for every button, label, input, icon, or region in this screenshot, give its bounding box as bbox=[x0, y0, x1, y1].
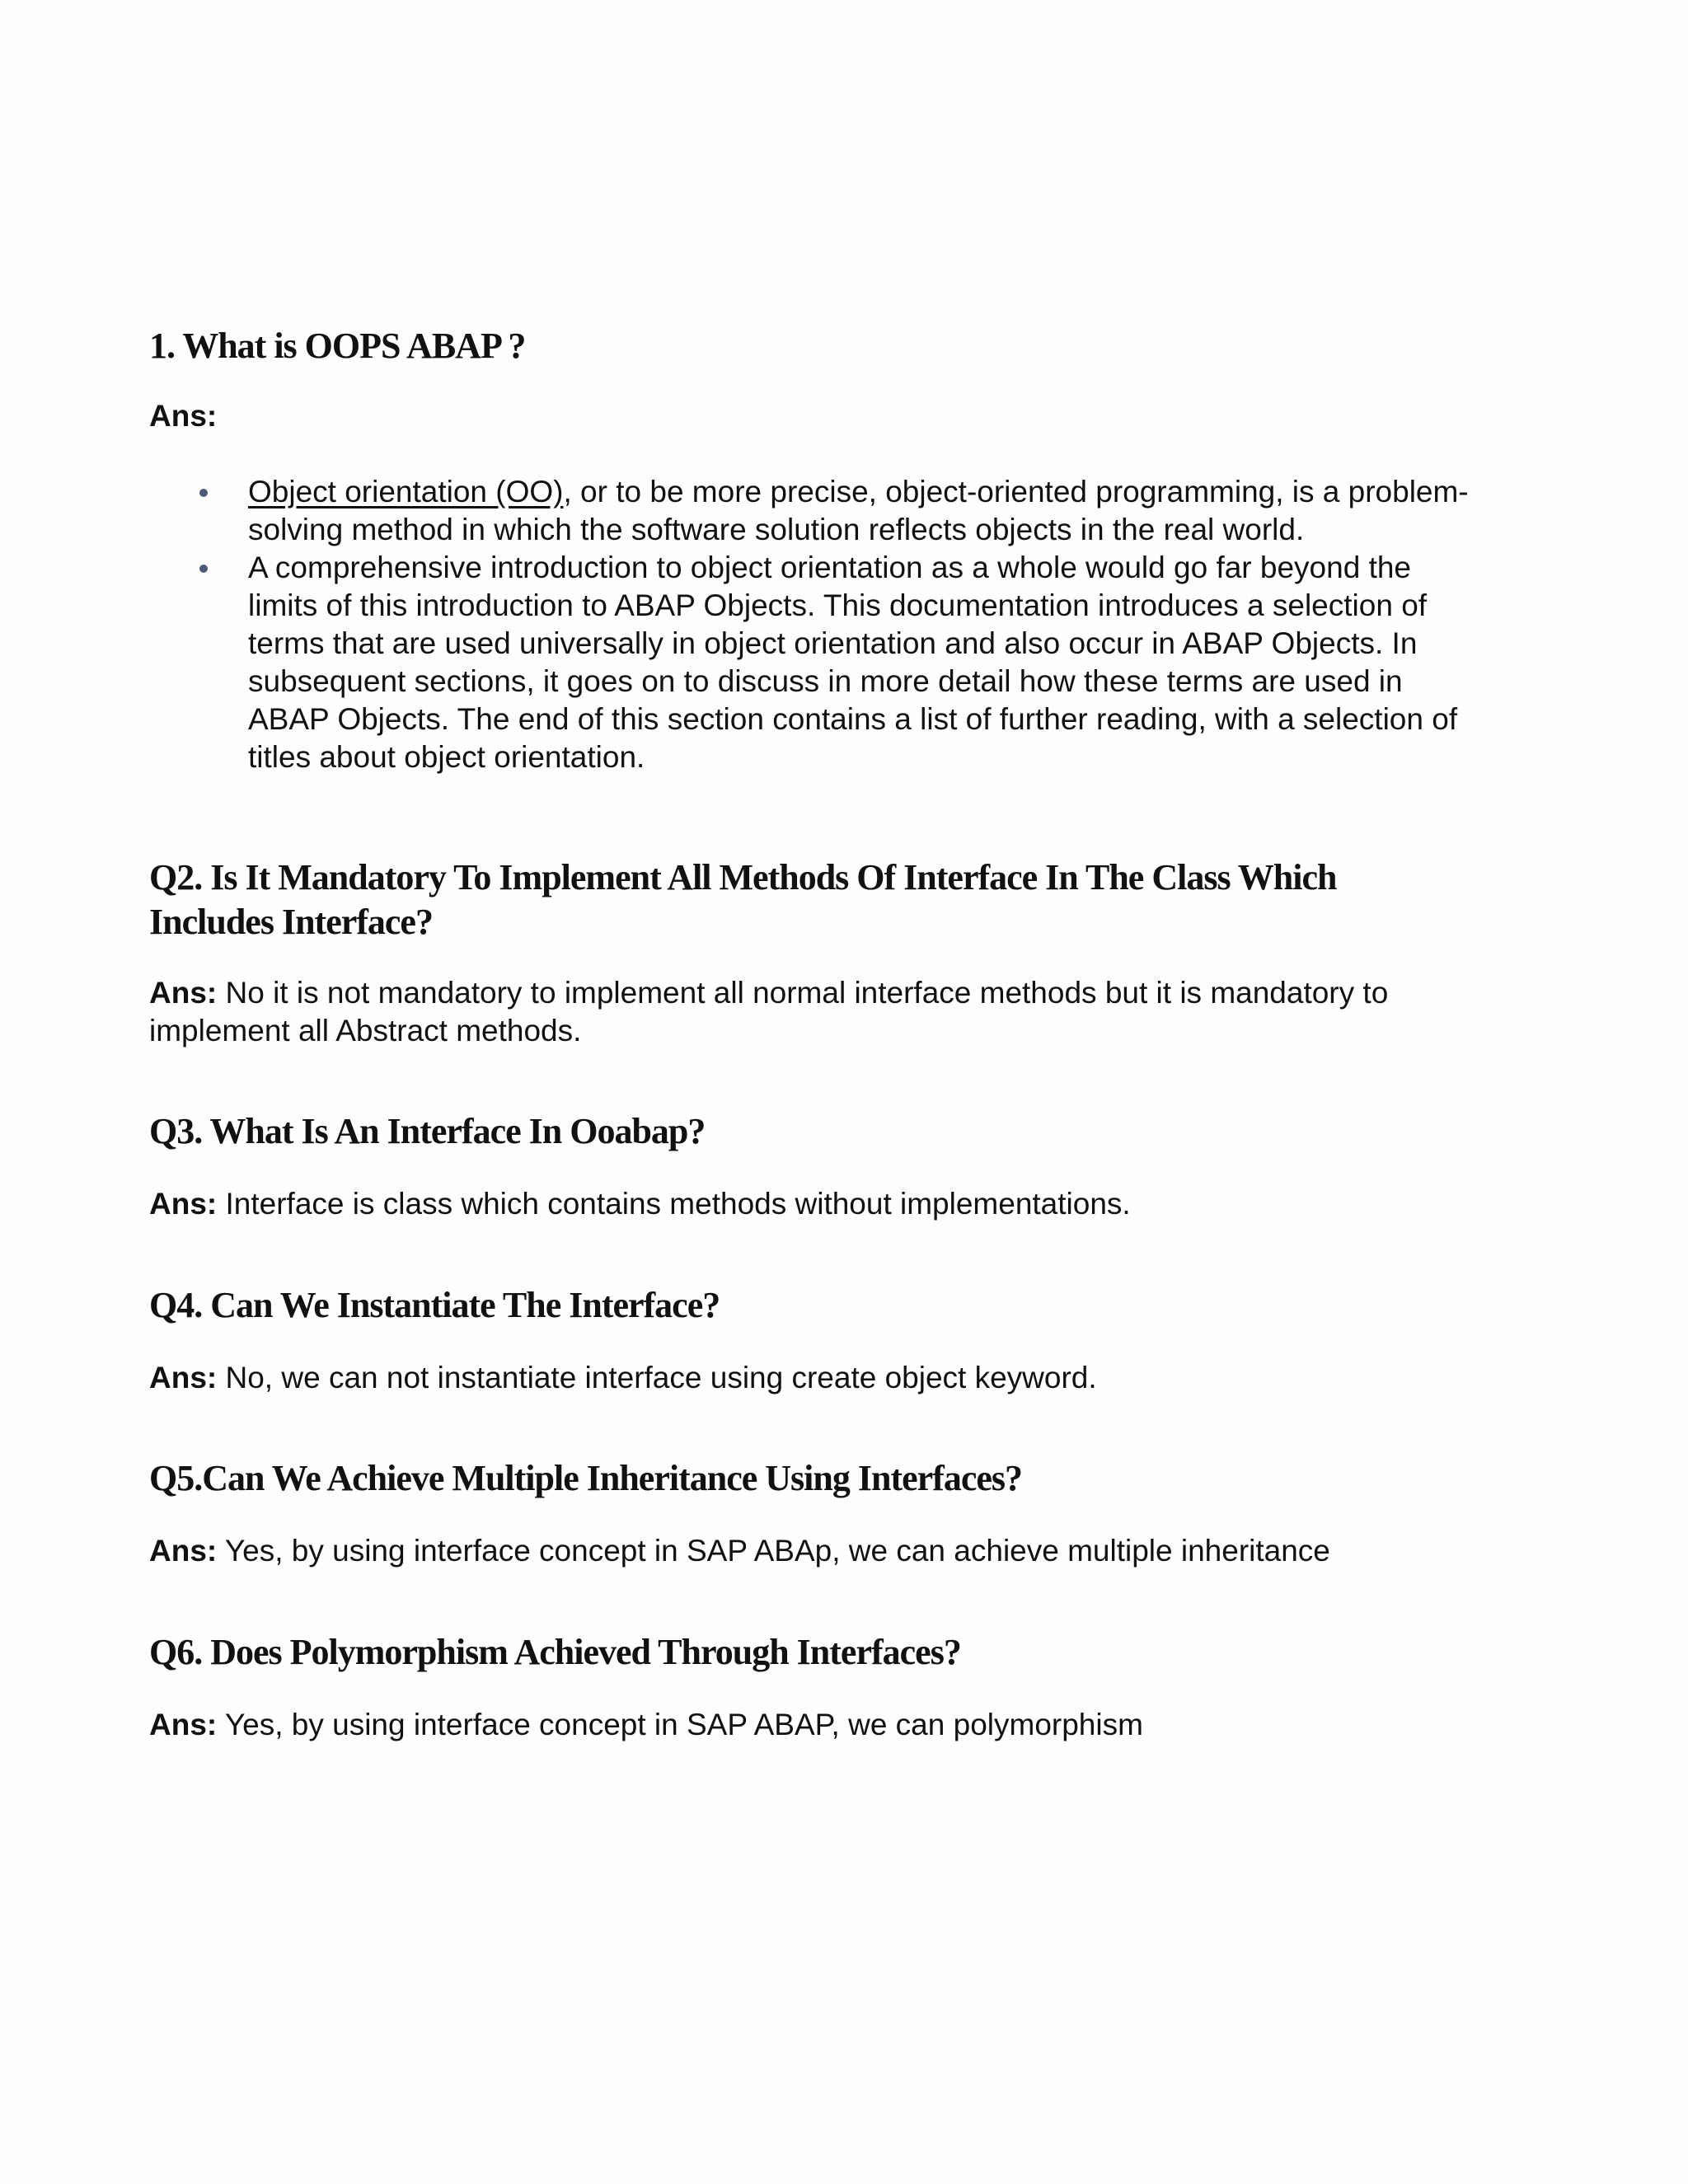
bullet-text: , or to be more precise, object-oriented programming, is a problem-solving method in which the software solution reflects objects in the real world. bbox=[248, 475, 1469, 546]
answer-1-bullet-list bbox=[149, 473, 1484, 776]
object-orientation-link[interactable]: Object orientation (OO) bbox=[248, 475, 564, 509]
question-2-title: Q2. Is It Mandatory To Implement All Methods Of Interface In The Class Which Includes Interface? bbox=[149, 857, 1337, 942]
bullet-icon bbox=[199, 565, 208, 573]
question-1-title: 1. What is OOPS ABAP ? bbox=[149, 326, 526, 366]
bullet-icon bbox=[199, 489, 208, 497]
question-6-title: Q6. Does Polymorphism Achieved Through Interfaces? bbox=[149, 1632, 961, 1672]
question-5-title: Q5.Can We Achieve Multiple Inheritance Using Interfaces? bbox=[149, 1458, 1022, 1498]
answer-1-label: Ans: bbox=[149, 399, 218, 433]
answer-3: Ans: Interface is class which contains methods without implementations. bbox=[149, 1187, 1131, 1221]
answer-2: Ans: No it is not mandatory to implement all normal interface methods but it is mandatory to implement all Abstract methods. bbox=[149, 976, 1389, 1047]
answer-6: Ans: Yes, by using interface concept in SAP ABAP, we can polymorphism bbox=[149, 1708, 1143, 1741]
list-item bbox=[149, 473, 1484, 549]
answer-4: Ans: No, we can not instantiate interface using create object keyword. bbox=[149, 1361, 1097, 1394]
bullet-text: A comprehensive introduction to object orientation as a whole would go far beyond the limits of this introduction to ABAP Objects. This documentation introduces a selection of terms that are used universally in object orientation and also occur in ABAP Objects. In subsequent sections, it goes on to discuss in more detail how these terms are used in ABAP Objects. The end of this section contains a list of further reading, with a selection of titles about object orientation. bbox=[248, 551, 1458, 774]
list-item bbox=[149, 549, 1484, 776]
answer-5: Ans: Yes, by using interface concept in SAP ABAp, we can achieve multiple inheritance bbox=[149, 1534, 1330, 1568]
question-3-title: Q3. What Is An Interface In Ooabap? bbox=[149, 1111, 706, 1151]
question-4-title: Q4. Can We Instantiate The Interface? bbox=[149, 1285, 720, 1325]
